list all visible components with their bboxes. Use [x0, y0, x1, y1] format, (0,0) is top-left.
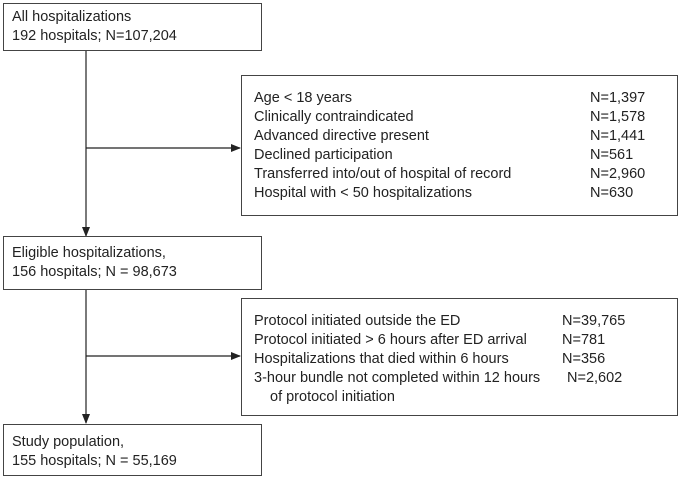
exclusion-row — [254, 350, 677, 369]
exclusion-row — [254, 312, 677, 331]
exclusion-row — [254, 89, 677, 108]
exclusion-row — [254, 184, 677, 203]
exclusion-label: Hospital with < 50 hospitalizations — [254, 185, 473, 201]
exclusion-row — [254, 146, 677, 165]
eligible-hospitalizations-box — [3, 236, 262, 290]
exclusion-count: N=1,578 — [590, 109, 646, 125]
exclusion-count: N=561 — [590, 147, 634, 163]
step-count: 155 hospitals; N = 55,169 — [12, 453, 177, 469]
exclusion-row — [254, 108, 677, 127]
step-count: 192 hospitals; N=107,204 — [12, 28, 177, 44]
step-count: 156 hospitals; N = 98,673 — [12, 264, 177, 280]
exclusion-count: N=781 — [562, 332, 606, 348]
exclusion-label: Declined participation — [254, 147, 393, 163]
exclusion-label: Protocol initiated > 6 hours after ED arrival — [254, 332, 527, 348]
exclusion-label: Transferred into/out of hospital of record — [254, 166, 512, 182]
exclusion-count: N=630 — [590, 185, 634, 201]
exclusion-count: N=356 — [562, 351, 606, 367]
exclusion-row — [254, 369, 677, 407]
exclusion-count: N=39,765 — [562, 313, 626, 329]
exclusion-label: Advanced directive present — [254, 128, 429, 144]
study-population-box — [3, 424, 262, 476]
exclusion-label: Clinically contraindicated — [254, 109, 414, 125]
exclusions-box-1 — [241, 75, 678, 216]
exclusion-count: N=1,441 — [590, 128, 646, 144]
exclusion-label: Protocol initiated outside the ED — [254, 313, 461, 329]
exclusion-row — [254, 127, 677, 146]
exclusion-row — [254, 331, 677, 350]
exclusion-label-continued: of protocol initiation — [270, 389, 395, 405]
step-title: Study population, — [12, 434, 125, 450]
exclusions-box-2 — [241, 298, 678, 416]
exclusion-count: N=1,397 — [590, 90, 646, 106]
exclusion-count: N=2,602 — [567, 370, 623, 386]
exclusion-label: Age < 18 years — [254, 90, 352, 106]
exclusion-count: N=2,960 — [590, 166, 646, 182]
all-hospitalizations-box — [3, 3, 262, 51]
step-title: All hospitalizations — [12, 9, 132, 25]
step-title: Eligible hospitalizations, — [12, 245, 166, 261]
exclusion-label: 3-hour bundle not completed within 12 hours — [254, 370, 541, 386]
exclusion-label: Hospitalizations that died within 6 hours — [254, 351, 509, 367]
exclusion-row — [254, 165, 677, 184]
